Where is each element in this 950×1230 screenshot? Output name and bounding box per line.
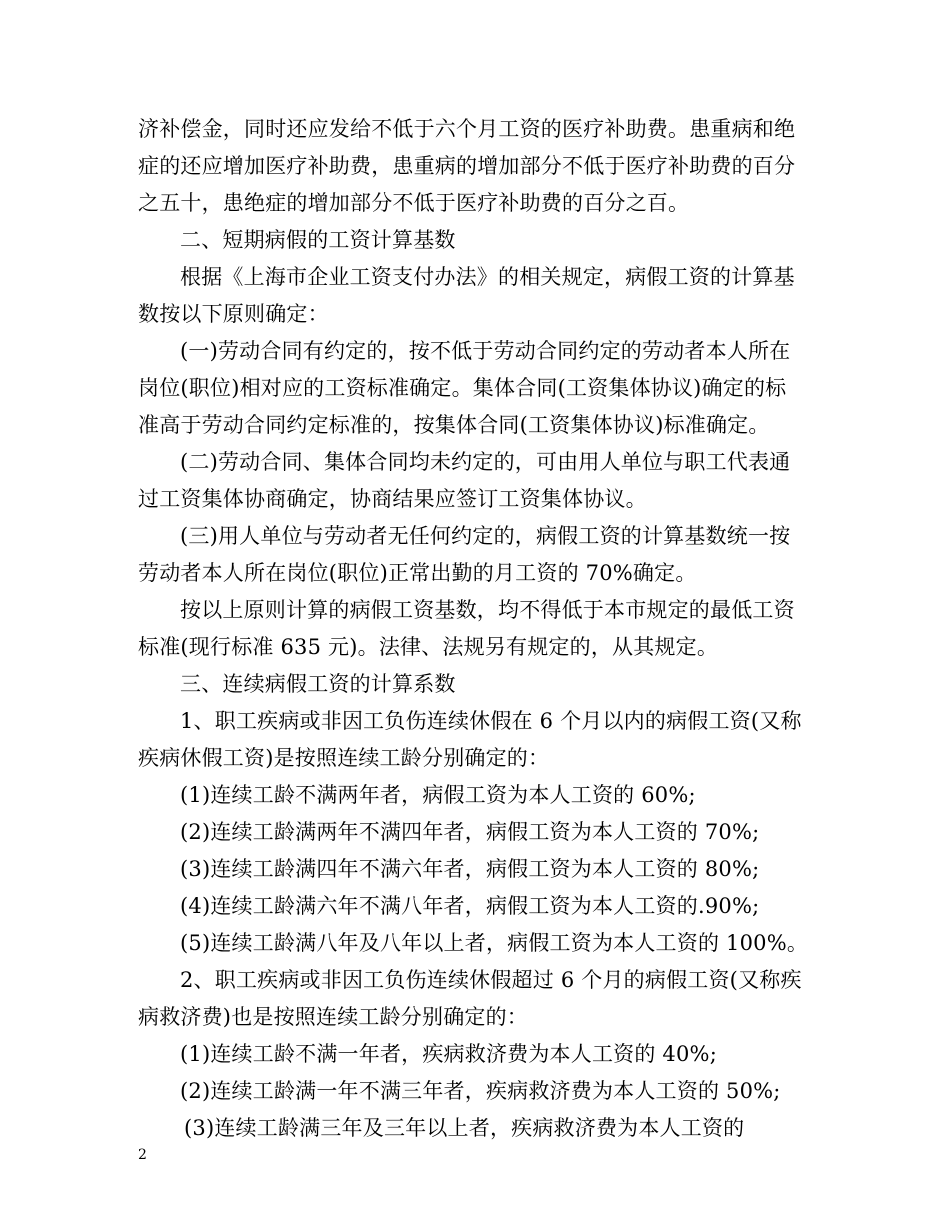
- text-line: 之五十，患绝症的增加部分不低于医疗补助费的百分之百。: [138, 191, 690, 215]
- list-item: (4)连续工龄满六年不满八年者，病假工资为本人工资的.90%;: [180, 894, 760, 918]
- text-line: 岗位(职位)相对应的工资标准确定。集体合同(工资集体协议)确定的标: [138, 376, 787, 400]
- text-line: 1、职工疾病或非因工负伤连续休假在 6 个月以内的病假工资(又称: [180, 709, 802, 733]
- text-line: 2、职工疾病或非因工负伤连续休假超过 6 个月的病假工资(又称疾: [180, 968, 802, 992]
- section-heading: 二、短期病假的工资计算基数: [180, 228, 456, 252]
- list-item: (3)连续工龄满四年不满六年者，病假工资为本人工资的 80%;: [180, 857, 760, 881]
- list-item: (3)连续工龄满三年及三年以上者，疾病救济费为本人工资的: [184, 1116, 745, 1140]
- text-line: 标准(现行标准 635 元)。法律、法规另有规定的，从其规定。: [138, 635, 719, 659]
- page-number: 2: [138, 1147, 147, 1163]
- list-item: (1)连续工龄不满一年者，疾病救济费为本人工资的 40%;: [180, 1042, 717, 1066]
- list-item: (5)连续工龄满八年及八年以上者，病假工资为本人工资的 100%。: [180, 931, 809, 955]
- list-item: (2)连续工龄满一年不满三年者，疾病救济费为本人工资的 50%;: [180, 1079, 781, 1103]
- list-item: (1)连续工龄不满两年者，病假工资为本人工资的 60%;: [180, 783, 696, 807]
- text-line: 数按以下原则确定：: [138, 302, 329, 326]
- text-line: 按以上原则计算的病假工资基数，均不得低于本市规定的最低工资: [180, 598, 795, 622]
- text-line: (一)劳动合同有约定的，按不低于劳动合同约定的劳动者本人所在: [180, 339, 791, 363]
- text-line: 过工资集体协商确定，协商结果应签订工资集体协议。: [138, 487, 647, 511]
- text-line: 根据《上海市企业工资支付办法》的相关规定，病假工资的计算基: [180, 265, 795, 289]
- section-heading: 三、连续病假工资的计算系数: [180, 672, 456, 696]
- text-line: 准高于劳动合同约定标准的，按集体合同(工资集体协议)标准确定。: [138, 413, 770, 437]
- text-line: 劳动者本人所在岗位(职位)正常出勤的月工资的 70%确定。: [138, 561, 697, 585]
- text-line: 症的还应增加医疗补助费，患重病的增加部分不低于医疗补助费的百分: [138, 154, 796, 178]
- text-line: 疾病休假工资)是按照连续工龄分别确定的：: [138, 746, 550, 770]
- text-line: 病救济费)也是按照连续工龄分别确定的：: [138, 1005, 528, 1029]
- list-item: (2)连续工龄满两年不满四年者，病假工资为本人工资的 70%;: [180, 820, 760, 844]
- text-line: 济补偿金，同时还应发给不低于六个月工资的医疗补助费。患重病和绝: [138, 117, 796, 141]
- text-line: (二)劳动合同、集体合同均未约定的，可由用人单位与职工代表通: [180, 450, 791, 474]
- text-line: (三)用人单位与劳动者无任何约定的，病假工资的计算基数统一按: [180, 524, 791, 548]
